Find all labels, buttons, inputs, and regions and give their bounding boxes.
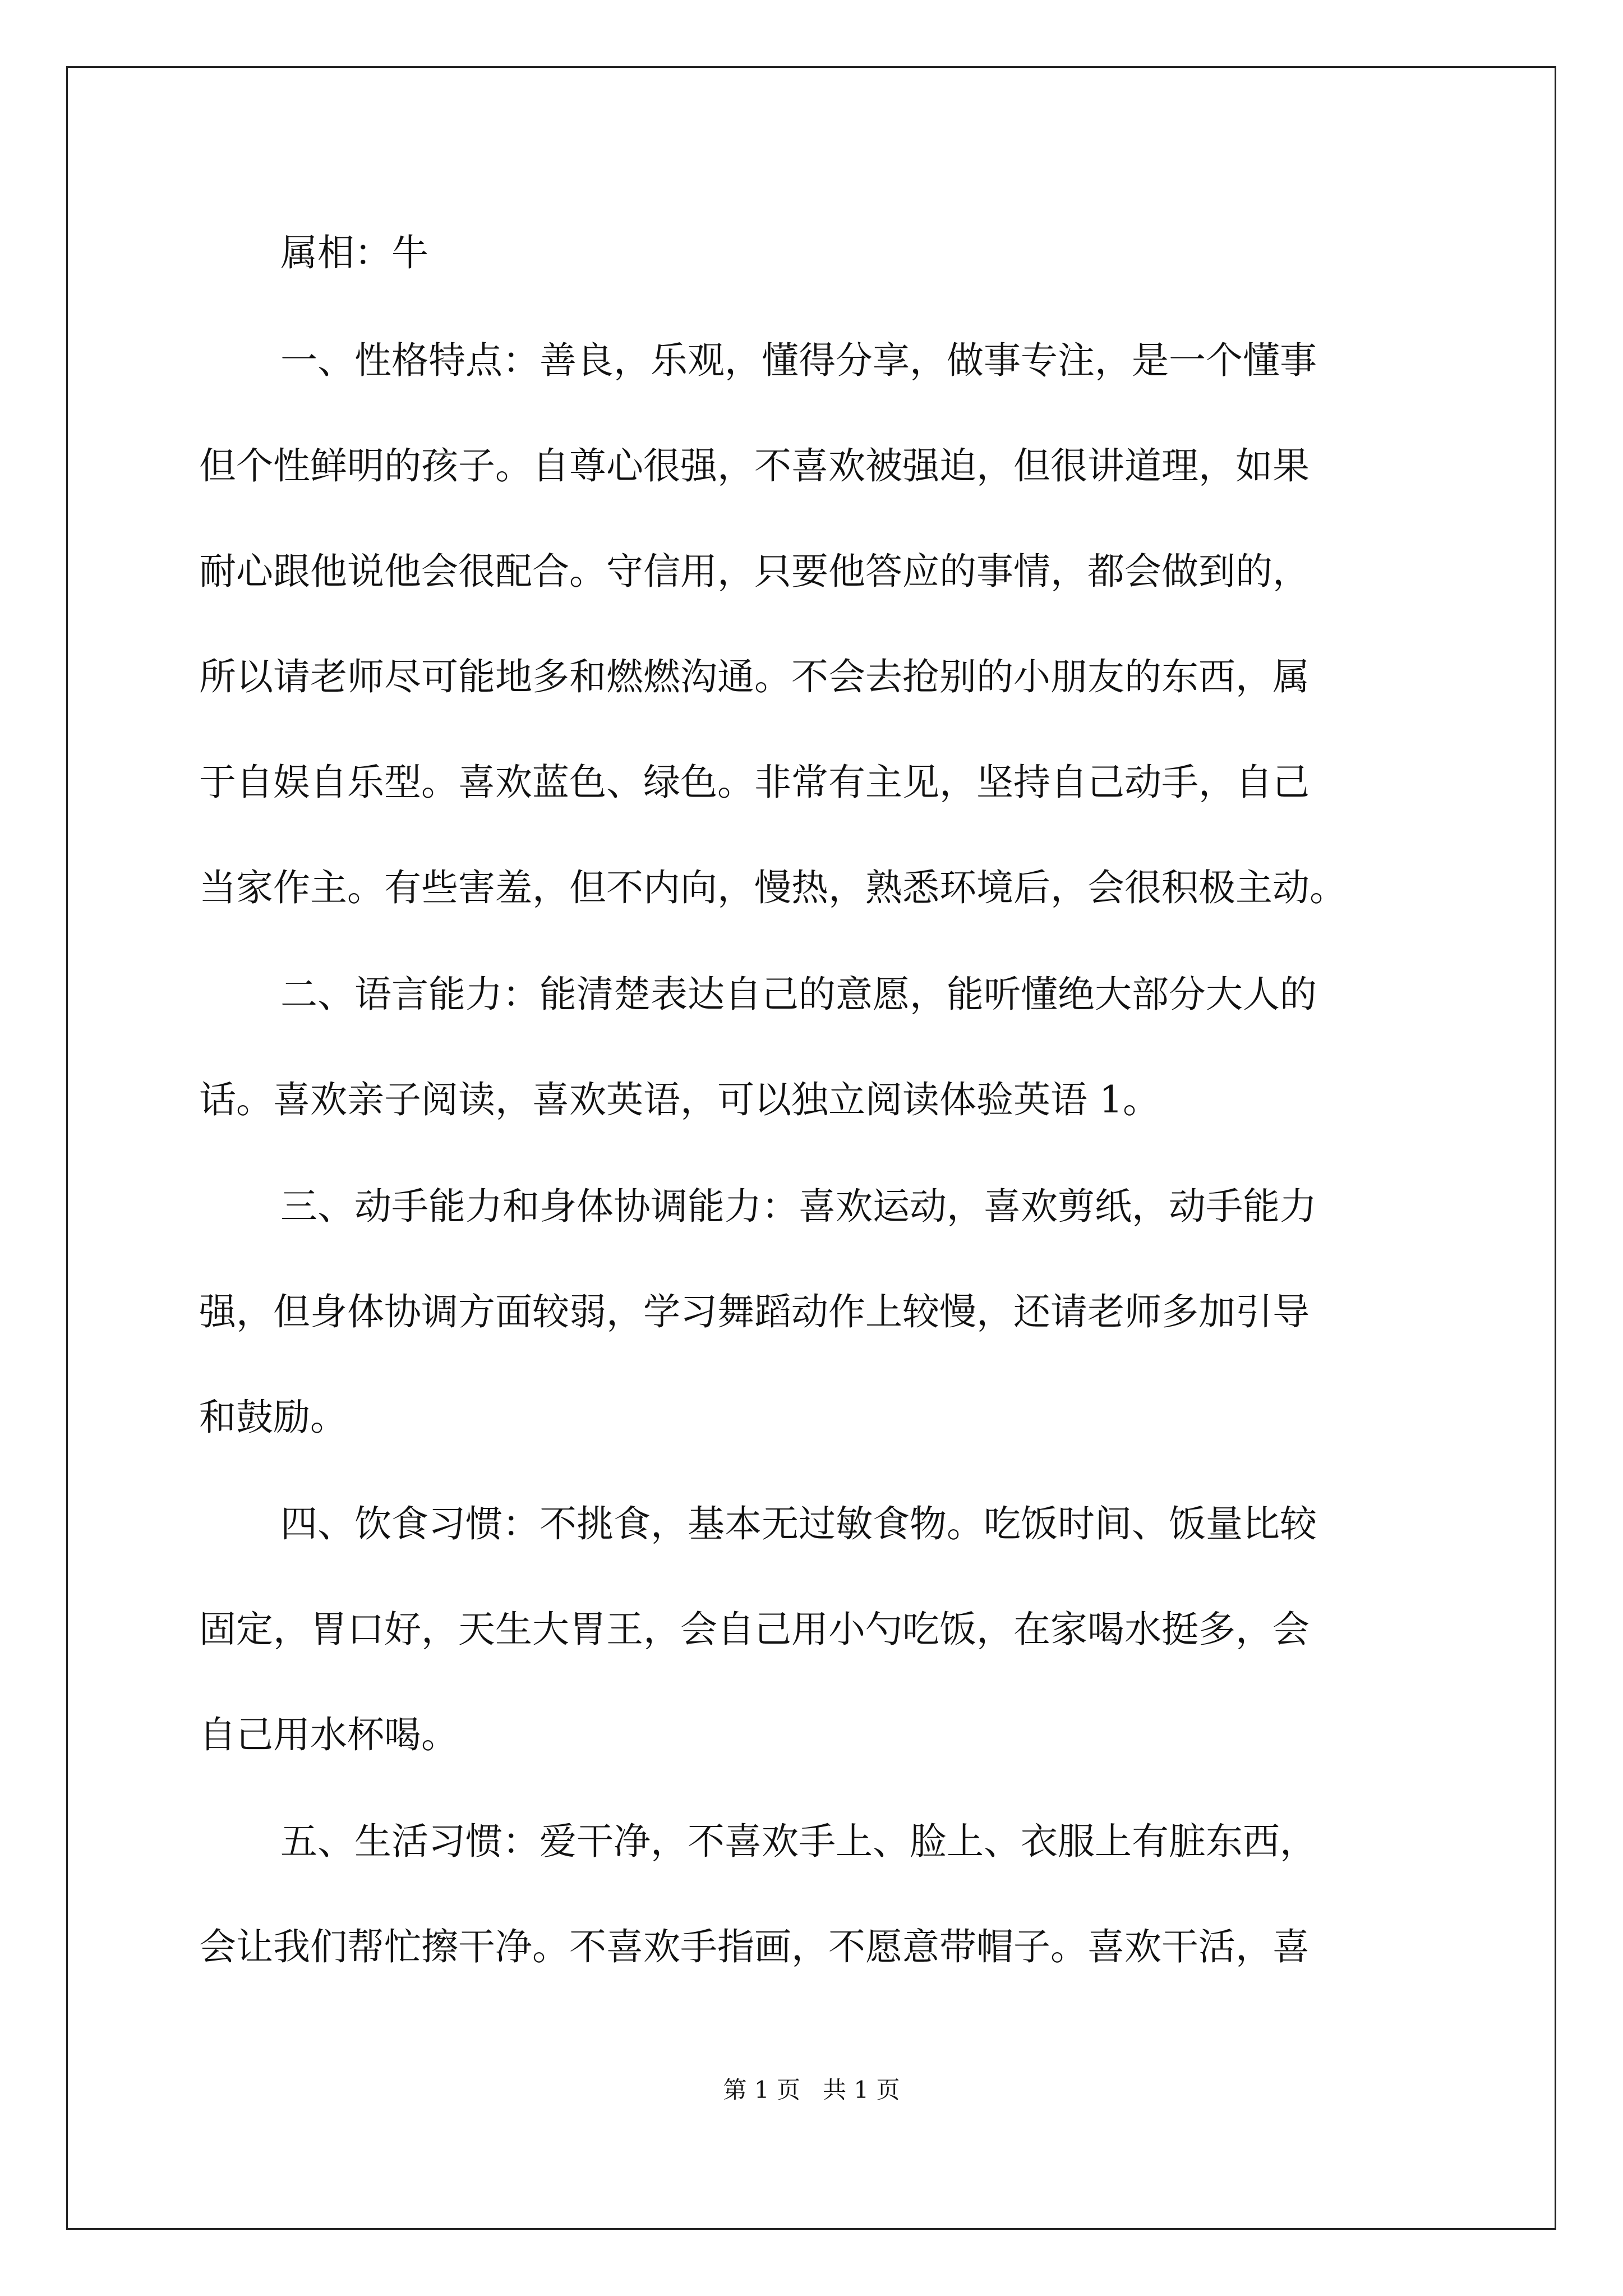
page-number-footer: 第 1 页 共 1 页	[723, 2076, 900, 2104]
paragraph-line: 于自娱自乐型。喜欢蓝色、绿色。非常有主见，坚持自己动手，自己	[199, 761, 1310, 804]
paragraph-line: 所以请老师尽可能地多和燃燃沟通。不会去抢别的小朋友的东西，属	[199, 655, 1310, 698]
paragraph-line: 固定，胃口好，天生大胃王，会自己用小勺吃饭，在家喝水挺多，会	[199, 1608, 1310, 1651]
paragraph-line: 但个性鲜明的孩子。自尊心很强，不喜欢被强迫，但很讲道理，如果	[199, 444, 1310, 487]
paragraph-line: 和鼓励。	[199, 1396, 347, 1439]
section-habits-heading-line: 五、生活习惯：爱干净，不喜欢手上、脸上、衣服上有脏东西，	[280, 1820, 1317, 1863]
section-language-heading-line: 二、语言能力：能清楚表达自己的意愿，能听懂绝大部分大人的	[280, 973, 1317, 1016]
section-diet-heading-line: 四、饮食习惯：不挑食，基本无过敏食物。吃饭时间、饭量比较	[280, 1502, 1317, 1545]
section-personality-heading-line: 一、性格特点：善良，乐观，懂得分享，做事专注，是一个懂事	[280, 339, 1317, 382]
paragraph-line: 耐心跟他说他会很配合。守信用，只要他答应的事情，都会做到的，	[199, 550, 1310, 593]
paragraph-line: 强，但身体协调方面较弱，学习舞蹈动作上较慢，还请老师多加引导	[199, 1290, 1310, 1333]
page-border	[66, 66, 1556, 2230]
paragraph-line: 当家作主。有些害羞，但不内向，慢热，熟悉环境后，会很积极主动。	[199, 866, 1347, 909]
section-motor-heading-line: 三、动手能力和身体协调能力：喜欢运动，喜欢剪纸，动手能力	[280, 1185, 1317, 1228]
paragraph-line: 会让我们帮忙擦干净。不喜欢手指画，不愿意带帽子。喜欢干活，喜	[199, 1925, 1310, 1968]
zodiac-line: 属相：牛	[280, 231, 428, 274]
paragraph-line: 话。喜欢亲子阅读，喜欢英语，可以独立阅读体验英语 1。	[199, 1078, 1160, 1121]
paragraph-line: 自己用水杯喝。	[199, 1713, 458, 1756]
